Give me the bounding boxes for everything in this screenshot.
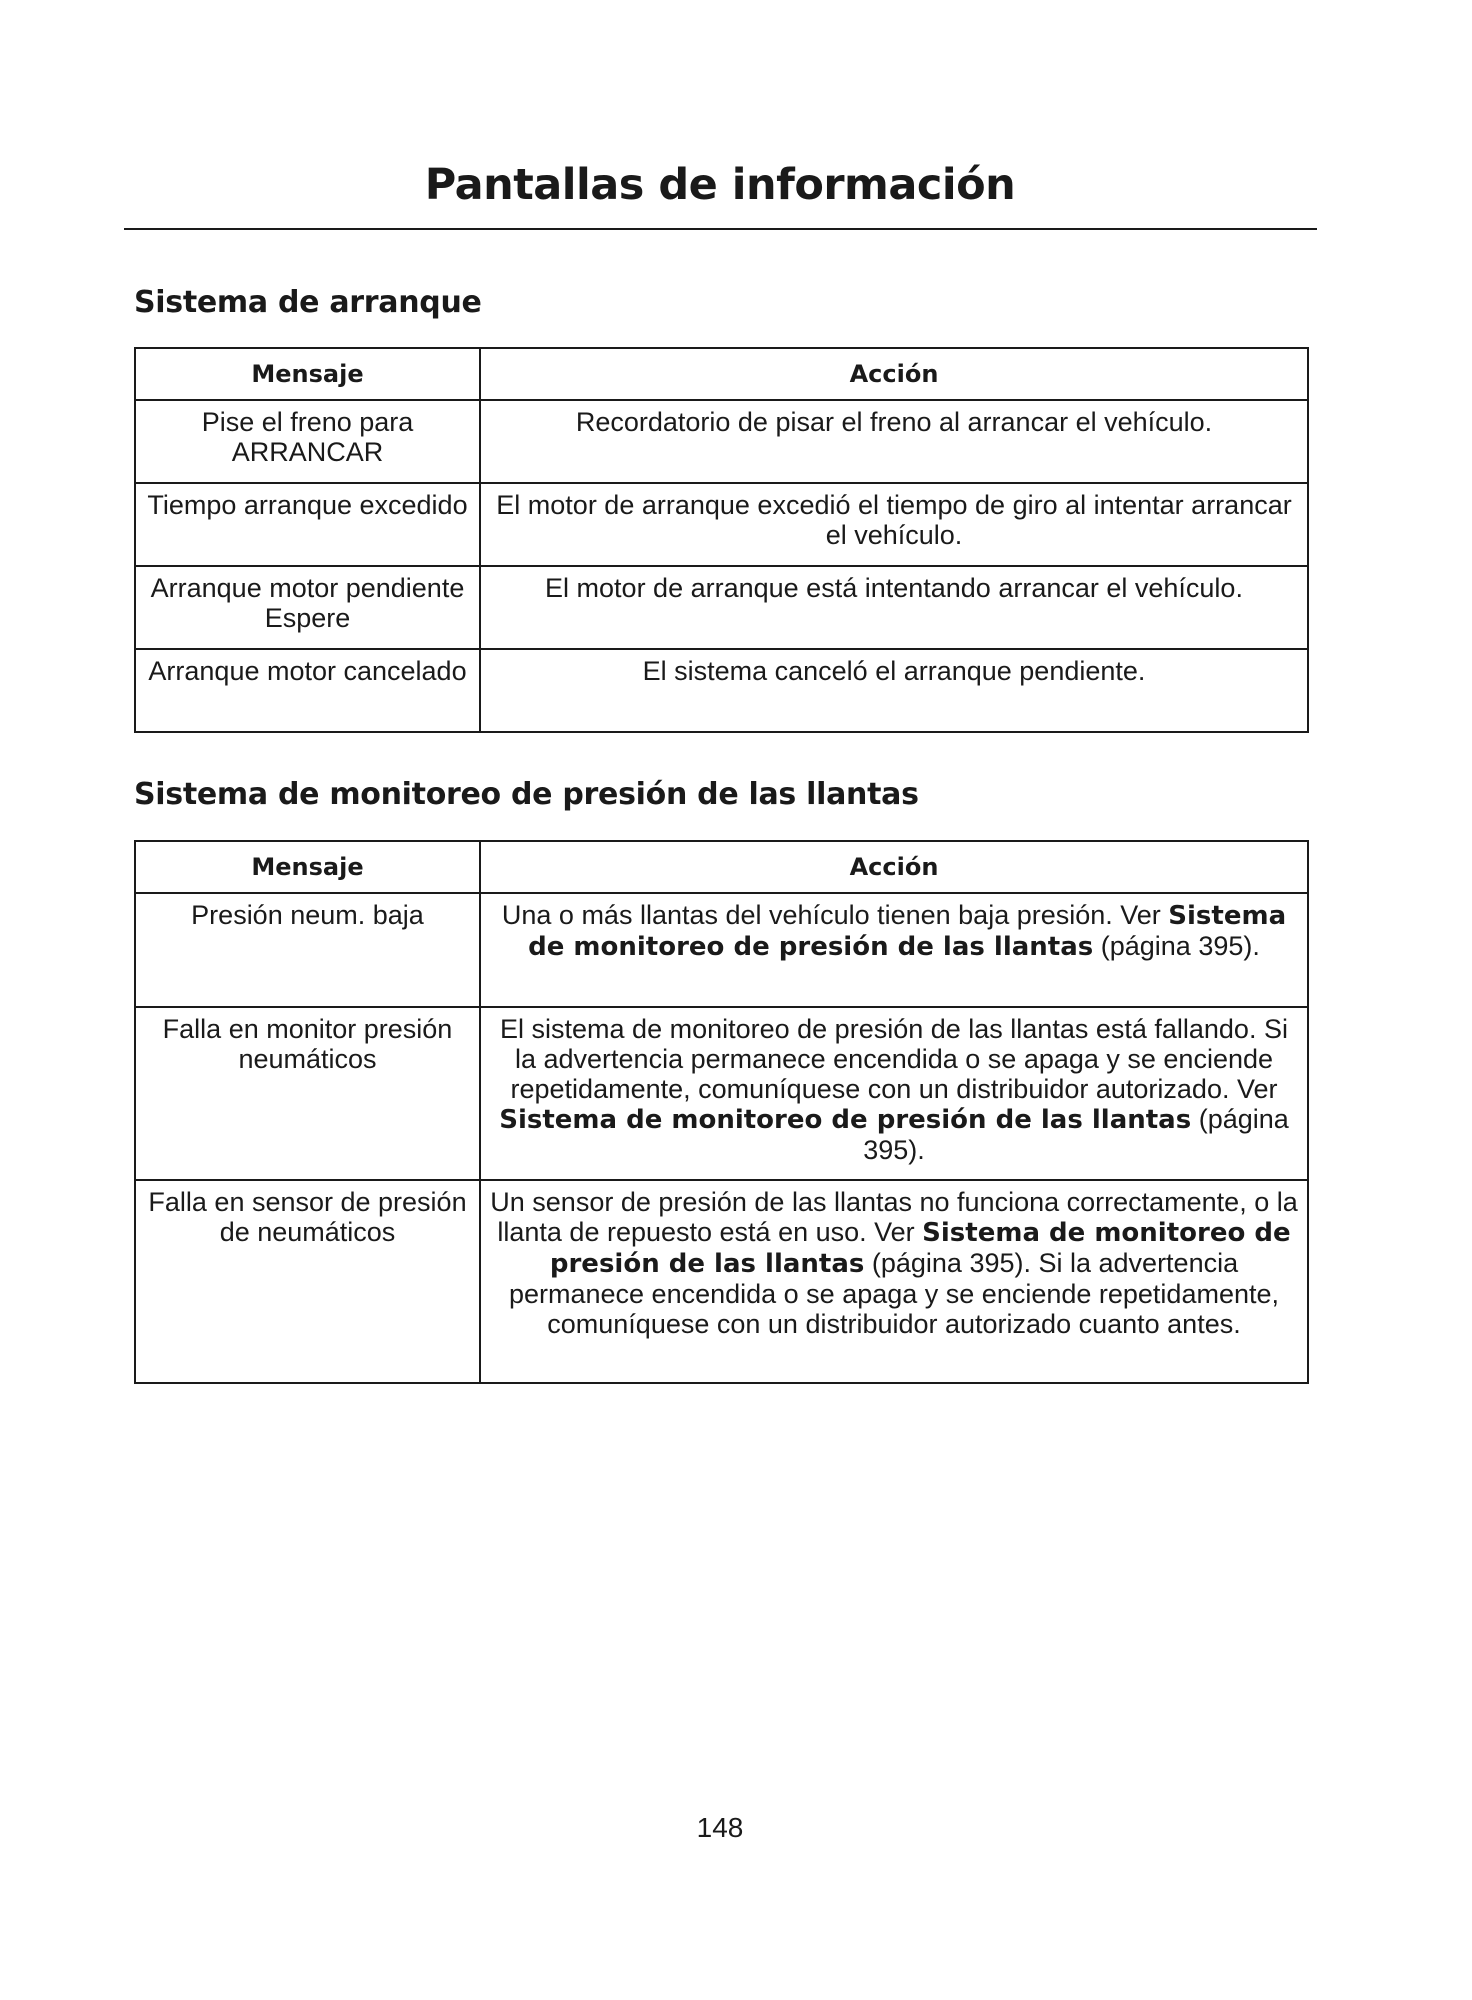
action-text: (página 395). xyxy=(1093,931,1260,961)
action-cell: El motor de arranque está intentando arrancar el vehículo. xyxy=(480,566,1308,649)
table-row xyxy=(135,1007,1308,1180)
action-text: Un sensor de presión de las llantas no funciona correctamente, o la llanta de repuesto está en uso. Ver xyxy=(490,1187,1298,1247)
action-cell xyxy=(480,1007,1308,1180)
action-cell: Recordatorio de pisar el freno al arrancar el vehículo. xyxy=(480,400,1308,483)
table-row xyxy=(135,1180,1308,1383)
action-cell xyxy=(480,893,1308,1007)
table-header-row xyxy=(135,841,1308,893)
page-number: 148 xyxy=(696,1812,744,1843)
tire-pressure-table xyxy=(134,840,1309,1384)
cross-reference-link[interactable]: Sistema de monitoreo de presión de las llantas xyxy=(499,1105,1192,1135)
section-heading-tire-pressure: Sistema de monitoreo de presión de las llantas xyxy=(134,777,919,812)
column-header-message: Mensaje xyxy=(135,841,480,893)
action-cell: El sistema canceló el arranque pendiente. xyxy=(480,649,1308,732)
message-cell: Arranque motor pendiente Espere xyxy=(135,566,480,649)
page-title: Pantallas de información xyxy=(424,160,1016,210)
starting-system-table xyxy=(134,347,1309,733)
column-header-action: Acción xyxy=(480,841,1308,893)
cross-reference-link[interactable]: Sistema de monitoreo de presión de las llantas xyxy=(528,901,1287,962)
action-text: Una o más llantas del vehículo tienen baja presión. Ver xyxy=(501,900,1169,930)
table-row xyxy=(135,566,1308,649)
column-header-message: Mensaje xyxy=(135,348,480,400)
message-cell: Falla en monitor presión neumáticos xyxy=(135,1007,480,1180)
action-text: (página 395). xyxy=(863,1104,1289,1165)
section-heading-starting-system: Sistema de arranque xyxy=(134,285,482,320)
cross-reference-link[interactable]: Sistema de monitoreo de presión de las llantas xyxy=(549,1218,1291,1279)
column-header-action: Acción xyxy=(480,348,1308,400)
title-divider xyxy=(124,228,1317,230)
action-text: (página 395). Si la advertencia permanece encendida o se apaga y se enciende repetidamente, comuníquese con un distribuidor autorizado cuanto antes. xyxy=(508,1248,1280,1339)
table-header-row xyxy=(135,348,1308,400)
table-row xyxy=(135,483,1308,566)
message-cell: Pise el freno para ARRANCAR xyxy=(135,400,480,483)
action-text: El sistema de monitoreo de presión de las llantas está fallando. Si la advertencia permanece encendida o se apaga y se enciende repetidamente, comuníquese con un distribuidor autorizado. Ver xyxy=(500,1014,1288,1104)
table-row xyxy=(135,400,1308,483)
message-cell: Presión neum. baja xyxy=(135,893,480,1007)
action-cell xyxy=(480,1180,1308,1383)
message-cell: Arranque motor cancelado xyxy=(135,649,480,732)
table-row xyxy=(135,893,1308,1007)
message-cell: Falla en sensor de presión de neumáticos xyxy=(135,1180,480,1383)
action-cell: El motor de arranque excedió el tiempo de giro al intentar arrancar el vehículo. xyxy=(480,483,1308,566)
message-cell: Tiempo arranque excedido xyxy=(135,483,480,566)
table-row xyxy=(135,649,1308,732)
